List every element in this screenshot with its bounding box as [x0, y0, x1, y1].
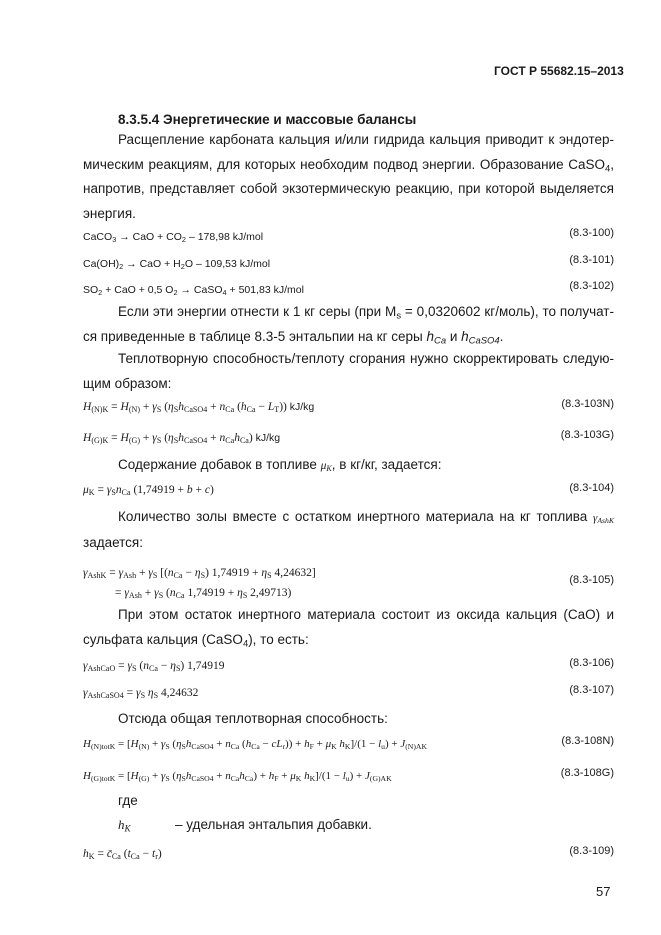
- coefficient: 2,49713: [250, 587, 288, 599]
- formula-8-3-108N: $H_{(N)totK} = [H_{(N)} + \gamma_S$ ($\eta_Sh_{CaSO4} + n_{Ca}$ $(h_{Ca} - cL_r)) + h_F + \mu_K$ $h_K]/(1 - l_u) + J_{(N)AK}$: [83, 738, 428, 751]
- equation-number: (8.3-100): [569, 227, 614, 239]
- coefficient: 4,24632: [274, 567, 312, 579]
- equation-number: (8.3-106): [569, 657, 614, 669]
- formula-8-3-106: $\gamma_{AshCaO} = \gamma_S$ $(n_{Ca} - \eta_S)$ 1,74919: [83, 660, 225, 673]
- paragraph-energy-per-kg: Если эти энергии отнести к 1 кг серы (при $M_s = 0,0320602$ кг/моль), то получатся приведенные в таблице 8.3-5 энтальпии на кг серы $h_{Ca}$ и $h_{CaSO4}$.: [83, 304, 614, 346]
- paragraph-correction: Теплотворную способность/теплоту сгорания нужно скорректировать следующим образом:: [83, 351, 614, 391]
- document-code-header: ГОСТ Р 55682.15–2013: [494, 64, 624, 78]
- page-number: 57: [596, 884, 611, 899]
- paragraph-intro: Расщепление карбоната кальция и/или гидрида кальция приводит к эндотермическим реакциям, для которых необходим подвод энергии. Образование CaSO$_4$, напротив, представляет собой экзотермическую реакцию, при которой выделяется энергия.: [83, 132, 614, 221]
- definition-text: – удельная энтальпия добавки.: [175, 817, 372, 832]
- equation-number: (8.3-107): [569, 684, 614, 696]
- equation-number: (8.3-108N): [561, 735, 614, 747]
- section-title: 8.3.5.4 Энергетические и массовые балансы: [118, 112, 417, 127]
- reaction-8-3-102: $SO_2$ + CaO + 0,5 $O_2$ → CaSO$_4$ + 501,83 kJ/mol: [83, 284, 304, 297]
- coefficient: 1,74919: [187, 660, 225, 672]
- equation-number: (8.3-102): [569, 280, 614, 292]
- formula-8-3-107: $\gamma_{AshCaSO4} = \gamma_S$ $\eta_S$ 4,24632: [83, 687, 199, 700]
- reaction-8-3-101: $Ca(OH)_2$ → CaO + $H_2O - 109,53$ kJ/mol: [83, 258, 271, 271]
- formula-8-3-105-line2: = $\gamma_{Ash} + \gamma_S$ ($n_{Ca}$ $1,74919 + \eta_S$ 2,49713): [115, 587, 292, 600]
- equation-number: (8.3-103G): [560, 429, 614, 441]
- unit-label: kJ/kg: [289, 401, 315, 413]
- equation-number: (8.3-105): [569, 574, 614, 586]
- reaction-energy: – 178,98 kJ/mol: [188, 231, 264, 243]
- formula-8-3-105-line1: $\gamma_{AshK} = \gamma_{Ash} + \gamma_S$ [$(n_{Ca} - \eta_S) 1,74919 + \eta_S$ 4,24632]: [83, 567, 316, 580]
- equation-number: (8.3-108G): [560, 767, 614, 779]
- reaction-energy: – 109,53 kJ/mol: [195, 258, 271, 270]
- formula-8-3-108G: $H_{(G)totK} = [H_{(G)} + \gamma_S$ $(\eta_Sh_{CaSO4} + n_{Ca}h_{Ca}) + h_F + \mu_K$ $h_K]/(1 - l_u) + J_{(G)AK}$: [83, 770, 392, 783]
- equation-number: (8.3-109): [569, 845, 614, 857]
- formula-8-3-103N: $H_{(N)K} = H_{(N)} + \gamma_S$ ($\eta_Sh_{CaSO4} + n_{Ca}$ $(h_{Ca} - L_T)$) kJ/kg: [83, 401, 315, 414]
- reaction-8-3-100: CaCO$_3$ → CaO + $CO_2 - 178,98$ kJ/mol: [83, 231, 264, 244]
- coefficient: 1,74919: [211, 567, 250, 579]
- equation-number: (8.3-104): [569, 482, 614, 494]
- coefficient: 1,74919: [187, 587, 225, 599]
- formula-8-3-104: $\mu_K = \gamma_Sn_{Ca}$ (1,74919 + b + c): [83, 484, 214, 497]
- paragraph-total-heating-value: Отсюда общая теплотворная способность:: [118, 711, 388, 726]
- coefficient: 1,74919: [137, 484, 175, 496]
- paragraph-inert-residue: При этом остаток инертного материала состоит из оксида кальция (CaO) и сульфата кальция (CaSO$_4$), то есть:: [83, 607, 614, 649]
- equation-number: (8.3-103N): [561, 398, 614, 410]
- formula-8-3-103G: $H_{(G)K} = H_{(G)} + \gamma_S$ $(\eta_Sh_{CaSO4} + n_{Ca}h_{Ca})$ kJ/kg: [83, 432, 281, 445]
- equation-number: (8.3-101): [569, 254, 614, 266]
- paragraph-ash-amount: Количество золы вместе с остатком инертного материала на кг топлива $\gamma_{AshK}$ задается:: [83, 509, 614, 550]
- paragraph-additive-content: Содержание добавок в топливе $\mu_K$, в кг/кг, задается:: [118, 457, 442, 473]
- coefficient: 4,24632: [161, 687, 199, 699]
- reaction-energy: + 501,83 kJ/mol: [229, 284, 304, 296]
- formula-8-3-109: $h_K$ = $c̄_{Ca}$ $(t_{Ca} - t_r)$: [83, 848, 162, 861]
- where-label: где: [118, 793, 138, 808]
- symbol-definition: $h_K$: [118, 817, 131, 834]
- unit-label: kJ/kg: [255, 432, 281, 444]
